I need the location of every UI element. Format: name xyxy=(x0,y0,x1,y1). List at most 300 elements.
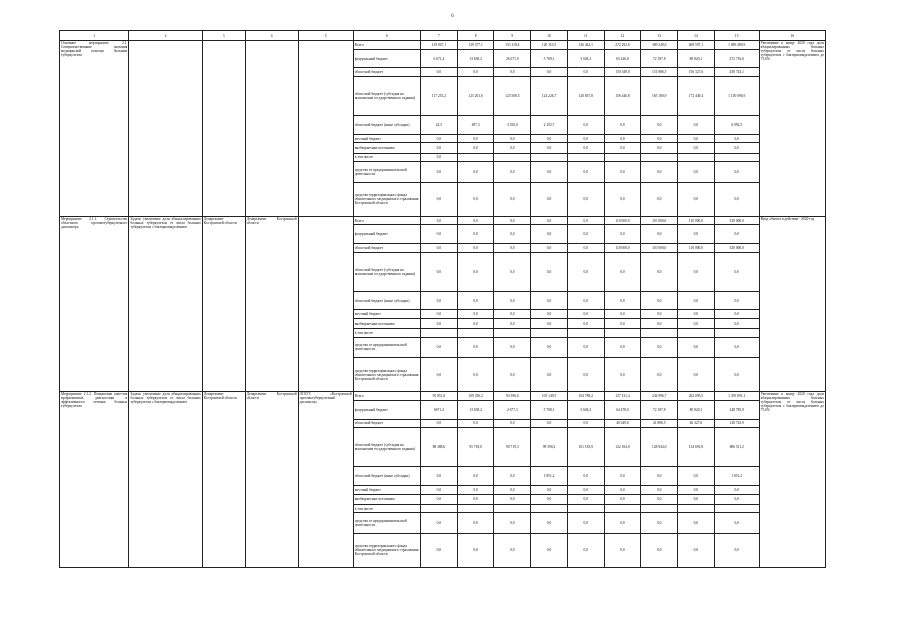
funding-source-cell: средства территориального фонда обязательного медицинского страхования Костромской области xyxy=(353,533,420,567)
amount-cell: 0,0 xyxy=(531,225,568,244)
funding-source-cell: внебюджетные источники xyxy=(353,494,420,504)
block-c3-cell xyxy=(202,41,245,217)
amount-cell: 6 671,4 xyxy=(421,49,458,68)
amount-cell: 13 638,2 xyxy=(457,400,494,419)
amount-cell: 0,0 xyxy=(457,244,494,253)
amount-cell xyxy=(641,504,678,513)
amount-cell: 0,0 xyxy=(531,182,568,216)
amount-cell: 0,0 xyxy=(678,291,715,310)
block-c1-cell: Мероприятие 2.1.2. Повышение качества профилактики, диагностики и эффективности лечения больных туберкулезом xyxy=(60,392,129,568)
amount-cell: 0,0 xyxy=(531,319,568,329)
amount-cell: 128 743,9 xyxy=(714,419,759,428)
amount-cell: 0,0 xyxy=(567,252,604,291)
funding-source-cell: федеральный бюджет xyxy=(353,49,420,68)
amount-cell: 0,0 xyxy=(604,134,641,143)
amount-cell: 101 183,9 xyxy=(567,428,604,467)
column-number-cell: 7 xyxy=(421,31,458,41)
amount-cell: 0,0 xyxy=(678,310,715,319)
funding-source-cell: областной бюджет (иные субсидии) xyxy=(353,467,420,486)
amount-cell xyxy=(714,504,759,513)
table-row xyxy=(60,392,826,401)
funding-source-cell: в том числе: xyxy=(353,329,420,338)
amount-cell: 0,0 xyxy=(421,216,458,225)
column-number-cell: 8 xyxy=(457,31,494,41)
amount-cell: 0,0 xyxy=(641,225,678,244)
block-c2-cell xyxy=(129,41,202,217)
amount-cell: 0,0 xyxy=(494,252,531,291)
funding-source-cell: местный бюджет xyxy=(353,134,420,143)
financing-table xyxy=(59,30,826,568)
amount-cell: 0,0 xyxy=(641,494,678,504)
amount-cell: 150 349,0 xyxy=(604,68,641,77)
amount-cell xyxy=(421,329,458,338)
amount-cell: 0,0 xyxy=(531,494,568,504)
amount-cell: 0,0 xyxy=(457,533,494,567)
amount-cell: 0,0 xyxy=(604,143,641,153)
amount-cell: 0,0 xyxy=(678,533,715,567)
amount-cell: 0,0 xyxy=(604,162,641,182)
funding-source-cell: средства от предпринимательской деятельности xyxy=(353,513,420,533)
amount-cell: 0,0 xyxy=(567,310,604,319)
amount-cell: 117 253,2 xyxy=(421,77,458,116)
amount-cell: 165 180,9 xyxy=(641,77,678,116)
amount-cell: 0,0 xyxy=(494,513,531,533)
amount-cell: 0,0 xyxy=(567,533,604,567)
amount-cell: 0,0 xyxy=(567,116,604,135)
amount-cell: 65 426,8 xyxy=(604,49,641,68)
amount-cell: 0,0 xyxy=(567,319,604,329)
amount-cell: 0,0 xyxy=(494,143,531,153)
amount-cell: 80 820,1 xyxy=(678,49,715,68)
amount-cell: 6 092,5 xyxy=(714,116,759,135)
amount-cell: 95 718,0 xyxy=(457,428,494,467)
amount-cell xyxy=(641,329,678,338)
block-c1-cell: Основное мероприятие 2.1. Совершенствование оказания медицинской помощи больным туберкулезом xyxy=(60,41,129,217)
amount-cell: 0,0 xyxy=(494,358,531,392)
column-number-cell: 11 xyxy=(567,31,604,41)
amount-cell: 0,0 xyxy=(604,486,641,495)
amount-cell: 0,0 xyxy=(678,513,715,533)
amount-cell xyxy=(457,329,494,338)
amount-cell: 1 150 096,9 xyxy=(714,77,759,116)
amount-cell: 0,0 xyxy=(641,486,678,495)
funding-source-cell: федеральный бюджет xyxy=(353,225,420,244)
funding-source-cell: областной бюджет xyxy=(353,244,420,253)
amount-cell: 0,0 xyxy=(604,337,641,357)
amount-cell: 0,0 xyxy=(714,162,759,182)
amount-cell: 72 187,8 xyxy=(641,49,678,68)
amount-cell: 0,0 xyxy=(567,486,604,495)
amount-cell: 0,0 xyxy=(604,494,641,504)
amount-cell: 0,0 xyxy=(494,134,531,143)
amount-cell: 0,0 xyxy=(421,513,458,533)
column-number-cell: 16 xyxy=(759,31,825,41)
amount-cell: 90 719,3 xyxy=(494,428,531,467)
funding-source-cell: областной бюджет (субсидия на выполнение государственного задания) xyxy=(353,77,420,116)
amount-cell: 110 000,0 xyxy=(641,244,678,253)
amount-cell: 5 604,3 xyxy=(567,400,604,419)
amount-cell: 0,0 xyxy=(457,134,494,143)
amount-cell: 0,0 xyxy=(604,533,641,567)
amount-cell: 0,0 xyxy=(641,319,678,329)
amount-cell: 0,0 xyxy=(457,225,494,244)
header-row xyxy=(60,31,826,41)
amount-cell: 0,0 xyxy=(531,143,568,153)
amount-cell: 105 149,5 xyxy=(531,392,568,401)
amount-cell: 248 785,9 xyxy=(714,400,759,419)
page-number: 6 xyxy=(451,14,454,19)
funding-source-cell: федеральный бюджет xyxy=(353,400,420,419)
amount-cell: 0,0 xyxy=(457,494,494,504)
amount-cell: 110 000,0 xyxy=(604,244,641,253)
amount-cell: 0,0 xyxy=(531,337,568,357)
amount-cell: 0,0 xyxy=(421,494,458,504)
amount-cell: 110 000,0 xyxy=(604,216,641,225)
amount-cell: 0,0 xyxy=(641,310,678,319)
amount-cell: 0,0 xyxy=(678,162,715,182)
amount-cell: 0,0 xyxy=(714,494,759,504)
funding-source-cell: средства территориального фонда обязательного медицинского страхования Костромской области xyxy=(353,182,420,216)
amount-cell: 0,0 xyxy=(678,116,715,135)
amount-cell: 2 677,3 xyxy=(494,400,531,419)
amount-cell xyxy=(531,329,568,338)
amount-cell: 0,0 xyxy=(714,358,759,392)
funding-source-cell: Всего xyxy=(353,41,420,50)
amount-cell: 0,0 xyxy=(494,162,531,182)
amount-cell: 110 000,0 xyxy=(678,244,715,253)
amount-cell: 0,0 xyxy=(421,143,458,153)
column-number-cell: 1 xyxy=(60,31,129,41)
amount-cell: 0,0 xyxy=(494,291,531,310)
amount-cell: 0,0 xyxy=(494,310,531,319)
amount-cell: 0,0 xyxy=(421,533,458,567)
column-number-cell: 5 xyxy=(298,31,353,41)
amount-cell: 0,0 xyxy=(457,182,494,216)
amount-cell: 0,0 xyxy=(421,225,458,244)
amount-cell: 0,0 xyxy=(494,225,531,244)
amount-cell: 0,0 xyxy=(678,182,715,216)
amount-cell: 0,0 xyxy=(457,419,494,428)
block-c3-cell: Департамент Костромской области xyxy=(202,392,245,568)
funding-source-cell: областной бюджет (субсидия на выполнение государственного задания) xyxy=(353,428,420,467)
column-number-cell: 6 xyxy=(353,31,420,41)
amount-cell: 0,0 xyxy=(678,225,715,244)
amount-cell: 0,0 xyxy=(641,358,678,392)
amount-cell xyxy=(678,504,715,513)
amount-cell: 272 292,6 xyxy=(604,41,641,50)
amount-cell: 0,0 xyxy=(641,116,678,135)
amount-cell: 0,0 xyxy=(531,68,568,77)
amount-cell: 0,0 xyxy=(421,153,458,162)
amount-cell: 0,0 xyxy=(604,116,641,135)
amount-cell xyxy=(457,504,494,513)
amount-cell: 80 820,1 xyxy=(678,400,715,419)
amount-cell: 0,0 xyxy=(421,486,458,495)
amount-cell: 0,0 xyxy=(457,337,494,357)
column-number-cell: 12 xyxy=(604,31,641,41)
amount-cell xyxy=(457,153,494,162)
amount-cell: 0,0 xyxy=(457,486,494,495)
funding-source-cell: Всего xyxy=(353,392,420,401)
amount-cell: 0,0 xyxy=(494,182,531,216)
amount-cell: 242 996,7 xyxy=(641,392,678,401)
column-number-cell: 4 xyxy=(245,31,298,41)
expected-result-cell: Увеличение к концу 2020 года доли абациллированных больных туберкулезом от числа больных туберкулезом с бактериовыделением до 75,0% xyxy=(759,392,825,568)
amount-cell: 1 851,2 xyxy=(531,467,568,486)
amount-cell: 0,0 xyxy=(421,337,458,357)
expected-result-cell: Ввод объекта в действие - 2020 год xyxy=(759,216,825,392)
amount-cell: 0,0 xyxy=(604,310,641,319)
amount-cell: 0,0 xyxy=(567,182,604,216)
amount-cell: 0,0 xyxy=(678,134,715,143)
amount-cell: 127 131,4 xyxy=(604,392,641,401)
amount-cell xyxy=(678,153,715,162)
amount-cell: 0,0 xyxy=(714,225,759,244)
block-c5-cell xyxy=(298,41,353,217)
amount-cell: 0,0 xyxy=(714,486,759,495)
amount-cell: 0,0 xyxy=(457,319,494,329)
amount-cell: 0,0 xyxy=(604,182,641,216)
amount-cell: 64 478,0 xyxy=(604,400,641,419)
amount-cell: 0,0 xyxy=(421,182,458,216)
amount-cell: 0,0 xyxy=(714,252,759,291)
amount-cell xyxy=(567,329,604,338)
amount-cell: 0,0 xyxy=(678,467,715,486)
amount-cell: 330 000,0 xyxy=(714,216,759,225)
amount-cell: 0,0 xyxy=(567,162,604,182)
amount-cell: 0,0 xyxy=(567,494,604,504)
column-number-cell: 13 xyxy=(641,31,678,41)
amount-cell: 0,0 xyxy=(531,252,568,291)
amount-cell: 6671,4 xyxy=(421,400,458,419)
funding-source-cell: внебюджетные источники xyxy=(353,143,420,153)
amount-cell: 126 442,1 xyxy=(567,41,604,50)
amount-cell: 389 249,0 xyxy=(641,41,678,50)
funding-source-cell: средства от предпринимательской деятельности xyxy=(353,337,420,357)
amount-cell: 0,0 xyxy=(604,319,641,329)
amount-cell: 40 349,0 xyxy=(604,419,641,428)
funding-source-cell: областной бюджет (субсидия на выполнение государственного задания) xyxy=(353,252,420,291)
amount-cell: 0,0 xyxy=(604,467,641,486)
amount-cell: 0,0 xyxy=(421,252,458,291)
amount-cell: 886 511,2 xyxy=(714,428,759,467)
funding-source-cell: областной бюджет (иные субсидии) xyxy=(353,116,420,135)
amount-cell: 120 110,5 xyxy=(531,41,568,50)
amount-cell: 497,3 xyxy=(457,116,494,135)
amount-cell: 156 327,6 xyxy=(678,68,715,77)
amount-cell: 0,0 xyxy=(567,337,604,357)
amount-cell: 0,0 xyxy=(678,494,715,504)
amount-cell xyxy=(678,329,715,338)
amount-cell: 0,0 xyxy=(421,419,458,428)
amount-cell: 0,0 xyxy=(678,486,715,495)
amount-cell: 0,0 xyxy=(494,494,531,504)
block-c4-cell: Департамент Костромской области xyxy=(245,392,298,568)
amount-cell: 1 889 489,9 xyxy=(714,41,759,50)
amount-cell: 0,0 xyxy=(714,513,759,533)
amount-cell: 0,0 xyxy=(494,68,531,77)
amount-cell: 0,0 xyxy=(714,337,759,357)
amount-cell: 0,0 xyxy=(457,291,494,310)
amount-cell: 0,0 xyxy=(641,337,678,357)
amount-cell xyxy=(567,504,604,513)
funding-source-cell: местный бюджет xyxy=(353,310,420,319)
funding-source-cell: местный бюджет xyxy=(353,486,420,495)
amount-cell: 123 508,5 xyxy=(494,77,531,116)
amount-cell: 2 102,7 xyxy=(531,116,568,135)
amount-cell: 26 671,9 xyxy=(494,49,531,68)
amount-cell: 0,0 xyxy=(531,162,568,182)
amount-cell xyxy=(494,504,531,513)
amount-cell: 0,0 xyxy=(457,143,494,153)
amount-cell: 458 743,1 xyxy=(714,68,759,77)
amount-cell: 0,0 xyxy=(641,182,678,216)
amount-cell: 0,0 xyxy=(494,419,531,428)
amount-cell: 0,0 xyxy=(714,533,759,567)
funding-source-cell: областной бюджет xyxy=(353,419,420,428)
amount-cell: 0,0 xyxy=(531,244,568,253)
amount-cell: 0,0 xyxy=(531,134,568,143)
amount-cell: 0,0 xyxy=(421,134,458,143)
amount-cell: 0,0 xyxy=(567,358,604,392)
funding-source-cell: областной бюджет xyxy=(353,68,420,77)
funding-source-cell: Всего xyxy=(353,216,420,225)
amount-cell: 0,0 xyxy=(678,358,715,392)
amount-cell: 72 187,8 xyxy=(641,400,678,419)
amount-cell: 0,0 xyxy=(421,467,458,486)
amount-cell: 0,0 xyxy=(457,162,494,182)
amount-cell: 0,0 xyxy=(531,486,568,495)
amount-cell: 0,0 xyxy=(567,68,604,77)
amount-cell: 0,0 xyxy=(567,419,604,428)
amount-cell: 0,0 xyxy=(641,513,678,533)
amount-cell: 0,0 xyxy=(641,533,678,567)
amount-cell: 0,0 xyxy=(714,310,759,319)
amount-cell: 0,0 xyxy=(641,291,678,310)
amount-cell: 139 377,1 xyxy=(457,41,494,50)
amount-cell: 0,0 xyxy=(641,252,678,291)
amount-cell: 0,0 xyxy=(678,337,715,357)
amount-cell: 0,0 xyxy=(604,358,641,392)
amount-cell: 0,0 xyxy=(494,244,531,253)
amount-cell: 0,0 xyxy=(641,467,678,486)
amount-cell: 0,0 xyxy=(567,143,604,153)
amount-cell: 272 716,6 xyxy=(714,49,759,68)
amount-cell: 124 226,7 xyxy=(531,77,568,116)
amount-cell xyxy=(494,329,531,338)
expected-result-cell: Увеличение к концу 2020 года доли абациллированных больных туберкулезом от числа больных туберкулезом с бактериовыделением до 75,0% xyxy=(759,41,825,217)
amount-cell: 0,0 xyxy=(567,513,604,533)
amount-cell: 0,0 xyxy=(457,216,494,225)
amount-cell: 93 396,6 xyxy=(494,392,531,401)
amount-cell: 110 000,0 xyxy=(678,216,715,225)
amount-cell: 0,0 xyxy=(567,225,604,244)
amount-cell: 0,0 xyxy=(457,310,494,319)
block-c4-cell xyxy=(245,41,298,217)
amount-cell: 41 886,5 xyxy=(641,419,678,428)
amount-cell: 104 788,2 xyxy=(567,392,604,401)
column-number-cell: 3 xyxy=(202,31,245,41)
amount-cell: 110 000,0 xyxy=(641,216,678,225)
amount-cell: 0,0 xyxy=(641,143,678,153)
column-number-cell: 9 xyxy=(494,31,531,41)
amount-cell: 0,0 xyxy=(714,291,759,310)
amount-cell: 0,0 xyxy=(531,419,568,428)
column-number-cell: 14 xyxy=(678,31,715,41)
amount-cell: 0,0 xyxy=(531,216,568,225)
amount-cell: 0,0 xyxy=(457,252,494,291)
amount-cell xyxy=(567,153,604,162)
amount-cell: 0,0 xyxy=(531,358,568,392)
amount-cell: 99 590,2 xyxy=(531,428,568,467)
funding-source-cell: в том числе: xyxy=(353,153,420,162)
funding-source-cell: средства территориального фонда обязательного медицинского страхования Костромской области xyxy=(353,358,420,392)
amount-cell: 0,0 xyxy=(531,533,568,567)
amount-cell: 88 388,6 xyxy=(421,428,458,467)
amount-cell: 0,0 xyxy=(678,143,715,153)
amount-cell: 3 350,0 xyxy=(494,116,531,135)
block-c2-cell: Задача: увеличение доли абациллированных больных туберкулезом от числа больных туберкулезом с бактериовыделением xyxy=(129,392,202,568)
amount-cell: 151 886,5 xyxy=(641,68,678,77)
amount-cell: 0,0 xyxy=(604,291,641,310)
funding-source-cell: средства от предпринимательской деятельности xyxy=(353,162,420,182)
amount-cell: 134 691,8 xyxy=(678,428,715,467)
amount-cell: 0,0 xyxy=(494,337,531,357)
amount-cell: 0,0 xyxy=(421,310,458,319)
amount-cell: 156 446,8 xyxy=(604,77,641,116)
amount-cell: 5 708,1 xyxy=(531,400,568,419)
amount-cell: 0,0 xyxy=(714,134,759,143)
amount-cell xyxy=(531,153,568,162)
amount-cell xyxy=(714,153,759,162)
amount-cell: 0,0 xyxy=(494,216,531,225)
amount-cell: 0,0 xyxy=(421,244,458,253)
amount-cell: 172 449,4 xyxy=(678,77,715,116)
amount-cell: 1 851,2 xyxy=(714,467,759,486)
amount-cell: 330 000,0 xyxy=(714,244,759,253)
amount-cell: 0,0 xyxy=(421,68,458,77)
amount-cell: 0,0 xyxy=(494,486,531,495)
amount-cell: 0,0 xyxy=(494,467,531,486)
amount-cell: 0,0 xyxy=(567,244,604,253)
block-c4-cell: Департамент Костромской области xyxy=(245,216,298,392)
amount-cell: 0,0 xyxy=(567,134,604,143)
amount-cell: 0,0 xyxy=(604,225,641,244)
amount-cell: 22,5 xyxy=(421,116,458,135)
amount-cell: 0,0 xyxy=(494,319,531,329)
amount-cell: 0,0 xyxy=(531,291,568,310)
amount-cell: 262 095,5 xyxy=(678,392,715,401)
amount-cell xyxy=(604,153,641,162)
amount-cell: 0,0 xyxy=(678,252,715,291)
amount-cell: 1 395 891,1 xyxy=(714,392,759,401)
amount-cell: 409 597,1 xyxy=(678,41,715,50)
amount-cell xyxy=(531,504,568,513)
amount-cell: 128 944,0 xyxy=(641,428,678,467)
amount-cell: 46 327,6 xyxy=(678,419,715,428)
amount-cell: 0,0 xyxy=(421,319,458,329)
amount-cell xyxy=(714,329,759,338)
table-row xyxy=(60,41,826,50)
funding-source-cell: в том числе: xyxy=(353,504,420,513)
amount-cell: 0,0 xyxy=(714,319,759,329)
amount-cell: 0,0 xyxy=(457,513,494,533)
amount-cell: 0,0 xyxy=(641,162,678,182)
amount-cell: 0,0 xyxy=(531,513,568,533)
block-c3-cell: Департамент Костромской области xyxy=(202,216,245,392)
amount-cell: 13 638,2 xyxy=(457,49,494,68)
amount-cell xyxy=(421,504,458,513)
